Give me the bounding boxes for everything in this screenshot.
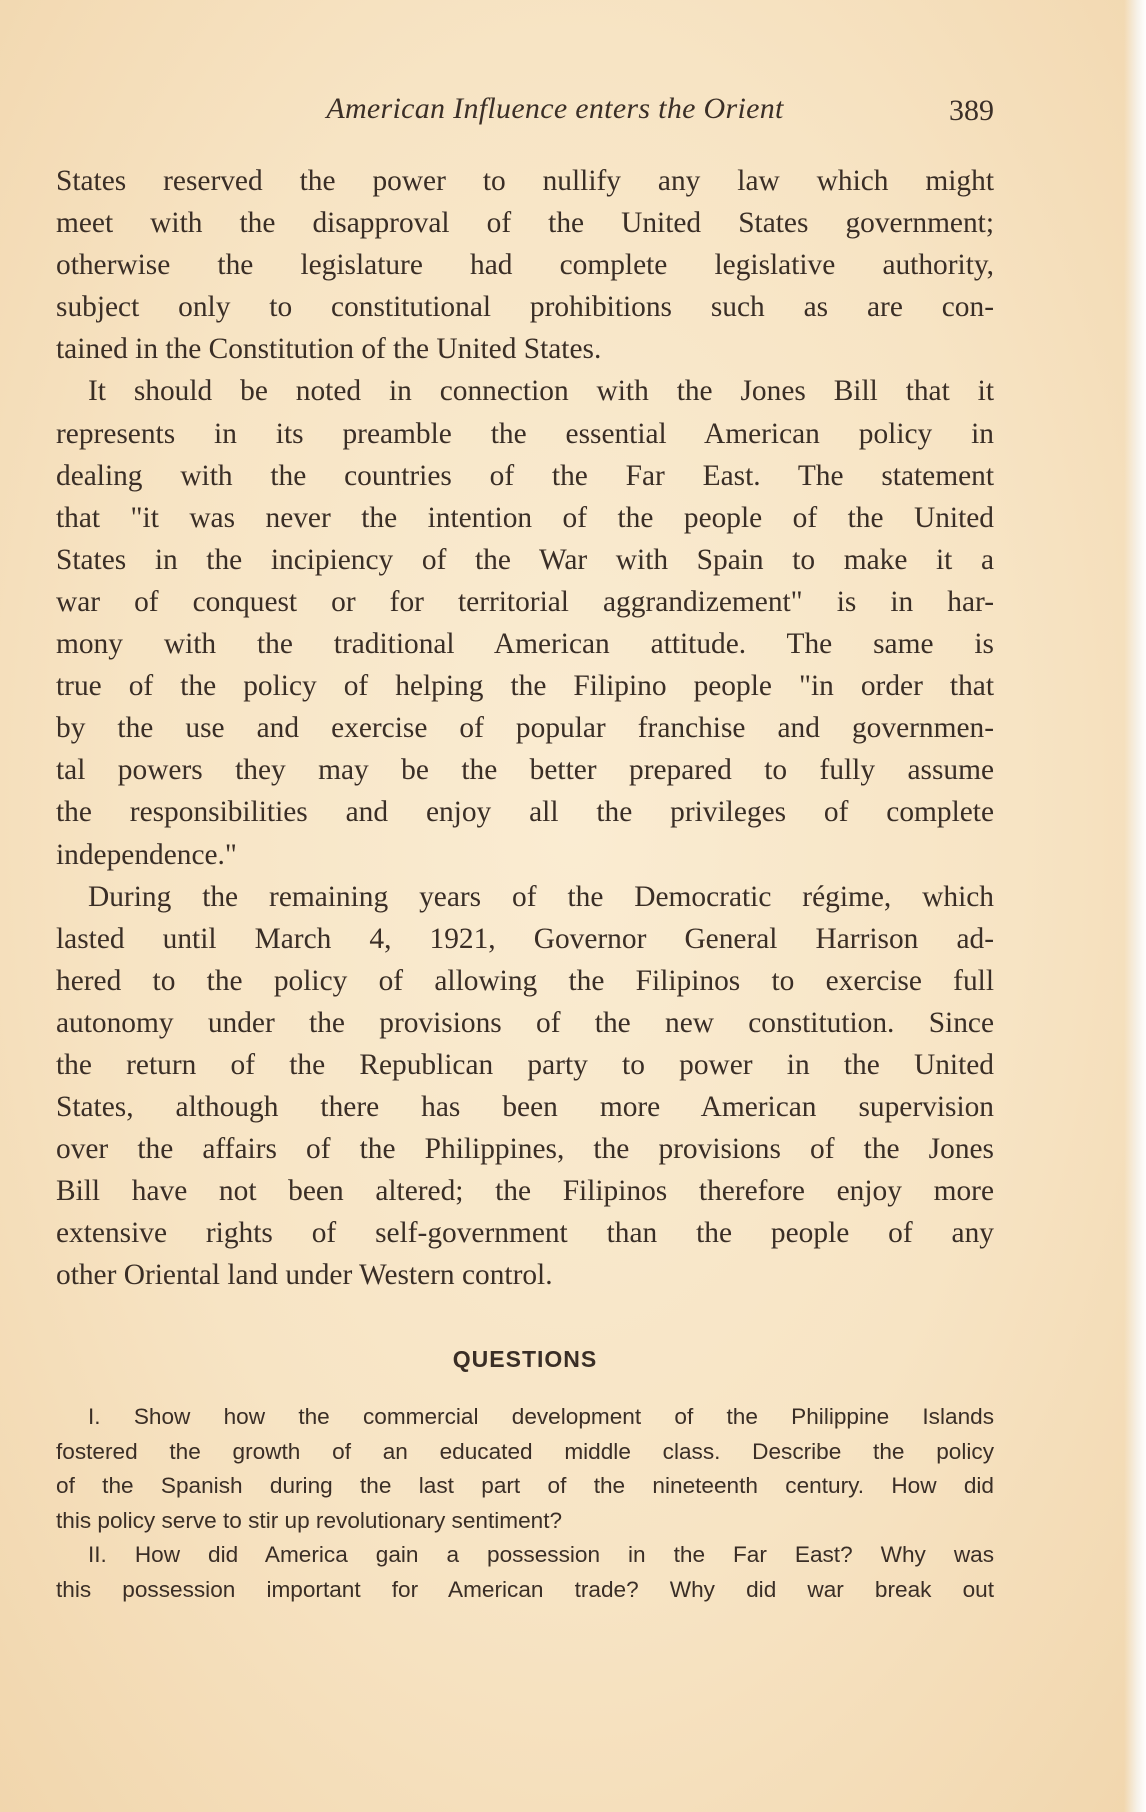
question-line: this possession important for American trade? Why did war break out [56, 1576, 994, 1602]
body-line: mony with the traditional American attitude. The same is [56, 628, 994, 661]
question-line: this policy serve to stir up revolutionary sentiment? [56, 1507, 563, 1533]
body-line: by the use and exercise of popular franchise and governmen- [56, 712, 994, 745]
question-line: fostered the growth of an educated middle class. Describe the policy [56, 1438, 994, 1464]
body-line: dealing with the countries of the Far East. The statement [56, 459, 994, 492]
questions-heading: QUESTIONS [452, 1346, 598, 1372]
body-line: autonomy under the provisions of the new constitution. Since [56, 1006, 994, 1039]
body-line: hered to the policy of allowing the Filipinos to exercise full [56, 964, 994, 997]
body-line: It should be noted in connection with the Jones Bill that it [88, 375, 994, 408]
page-number: 389 [949, 94, 994, 127]
body-line: tained in the Constitution of the United States. [56, 333, 602, 366]
question-line: of the Spanish during the last part of the nineteenth century. How did [56, 1473, 994, 1498]
body-line: that "it was never the intention of the people of the United [56, 501, 994, 534]
body-line: subject only to constitutional prohibitions such as are con- [56, 291, 994, 324]
body-line: meet with the disapproval of the United States government; [56, 207, 994, 240]
body-line: independence." [56, 838, 237, 871]
page-edge [1124, 0, 1146, 1812]
question-line: I. Show how the commercial development of the Philippine Islands [88, 1404, 994, 1429]
running-head: American Influence enters the Orient [326, 92, 784, 125]
body-line: the responsibilities and enjoy all the privileges of complete [56, 796, 994, 829]
body-line: States, although there has been more American supervision [56, 1091, 994, 1124]
body-line: otherwise the legislature had complete legislative authority, [56, 249, 994, 282]
body-line: represents in its preamble the essential American policy in [56, 417, 994, 450]
body-line: extensive rights of self-government than the people of any [56, 1217, 994, 1250]
body-line: States reserved the power to nullify any law which might [56, 165, 994, 197]
question-line: II. How did America gain a possession in the Far East? Why was [88, 1542, 994, 1567]
body-line: Bill have not been altered; the Filipinos therefore enjoy more [56, 1175, 994, 1208]
body-line: the return of the Republican party to power in the United [56, 1048, 994, 1081]
body-line: lasted until March 4, 1921, Governor General Harrison ad- [56, 922, 994, 955]
body-line: true of the policy of helping the Filipino people "in order that [56, 670, 994, 703]
body-line: over the affairs of the Philippines, the provisions of the Jones [56, 1133, 994, 1166]
questions-list [56, 1400, 994, 1607]
body-line: other Oriental land under Western control. [56, 1259, 553, 1292]
body-line: war of conquest or for territorial aggrandizement" is in har- [56, 585, 994, 618]
body-line: During the remaining years of the Democratic régime, which [88, 880, 994, 913]
page-header [56, 92, 994, 138]
body-line: States in the incipiency of the War with Spain to make it a [56, 543, 994, 576]
body-text [56, 160, 994, 1297]
body-line: tal powers they may be the better prepared to fully assume [56, 754, 994, 787]
